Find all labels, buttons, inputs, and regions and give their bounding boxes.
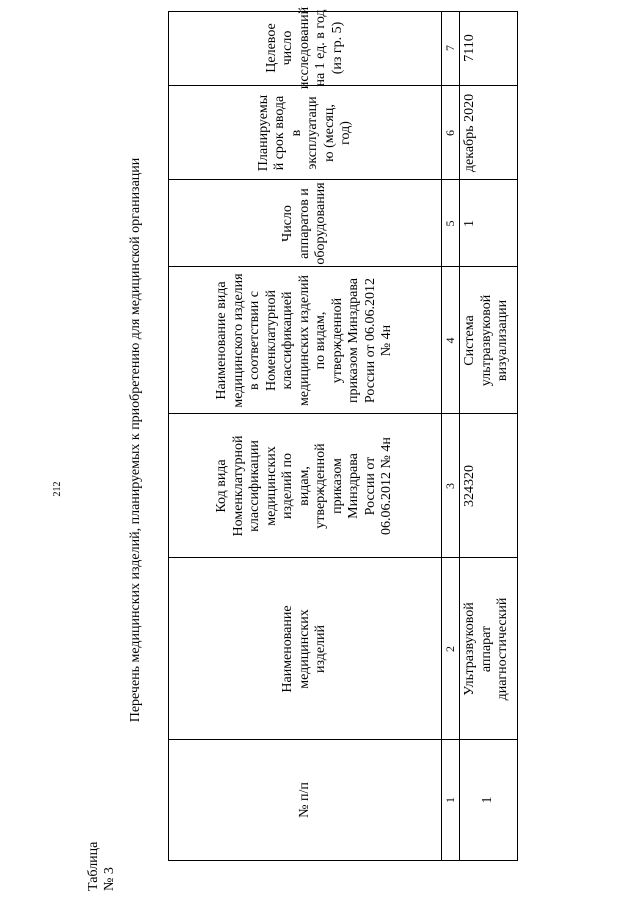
column-number: 4	[442, 337, 457, 344]
header-cell-type-name: Наименование вида медицинского изделия в соответствии с Номенклатурной классификацией медицинских изделий по видам, утвержденной приказом Минздрава России от 06.06.2012 № 4н	[214, 273, 395, 408]
page-number: 212	[52, 481, 63, 497]
header-cell-commissioning-date: Планируемы й срок ввода в эксплуатаци ю (месяц, год)	[255, 94, 353, 172]
column-number: 5	[442, 220, 457, 227]
column-number: 7	[442, 45, 457, 51]
header-cell-device-name: Наименование медицинских изделий	[280, 605, 329, 693]
equipment-table	[168, 6, 518, 861]
table-cell-target-studies: 7110	[462, 34, 477, 62]
table-cell-device-name: Ультразвуковой аппарат диагностический	[462, 597, 510, 701]
header-cell-quantity: Число аппаратов и оборудования	[280, 182, 329, 265]
table-cell-number: 1	[479, 796, 495, 804]
table-label	[86, 842, 118, 891]
header-cell-type-code: Код вида Номенклатурной классификации медицинских изделий по видам, утвержденной приказом Минздрава России от 06.06.2012 № 4н	[214, 435, 395, 537]
column-number: 2	[442, 646, 457, 652]
table-cell-type-code: 324320	[462, 465, 477, 507]
column-number: 6	[442, 130, 457, 136]
column-number: 3	[442, 483, 457, 489]
column-number: 1	[442, 797, 457, 803]
table-cell-type-name: Система ультразвуковой визуализации	[462, 294, 510, 387]
table-cell-commissioning-date: декабрь 2020	[462, 93, 477, 173]
table-caption: Перечень медицинских изделий, планируемых к приобретению для медицинской организации	[128, 157, 143, 723]
table-label-text: Таблица № 3	[86, 841, 117, 891]
table-cell-quantity: 1	[462, 220, 477, 227]
header-cell-number: № п/п	[296, 782, 312, 818]
header-cell-target-studies: Целевое число исследований на 1 ед. в год (из гр. 5)	[263, 6, 345, 90]
